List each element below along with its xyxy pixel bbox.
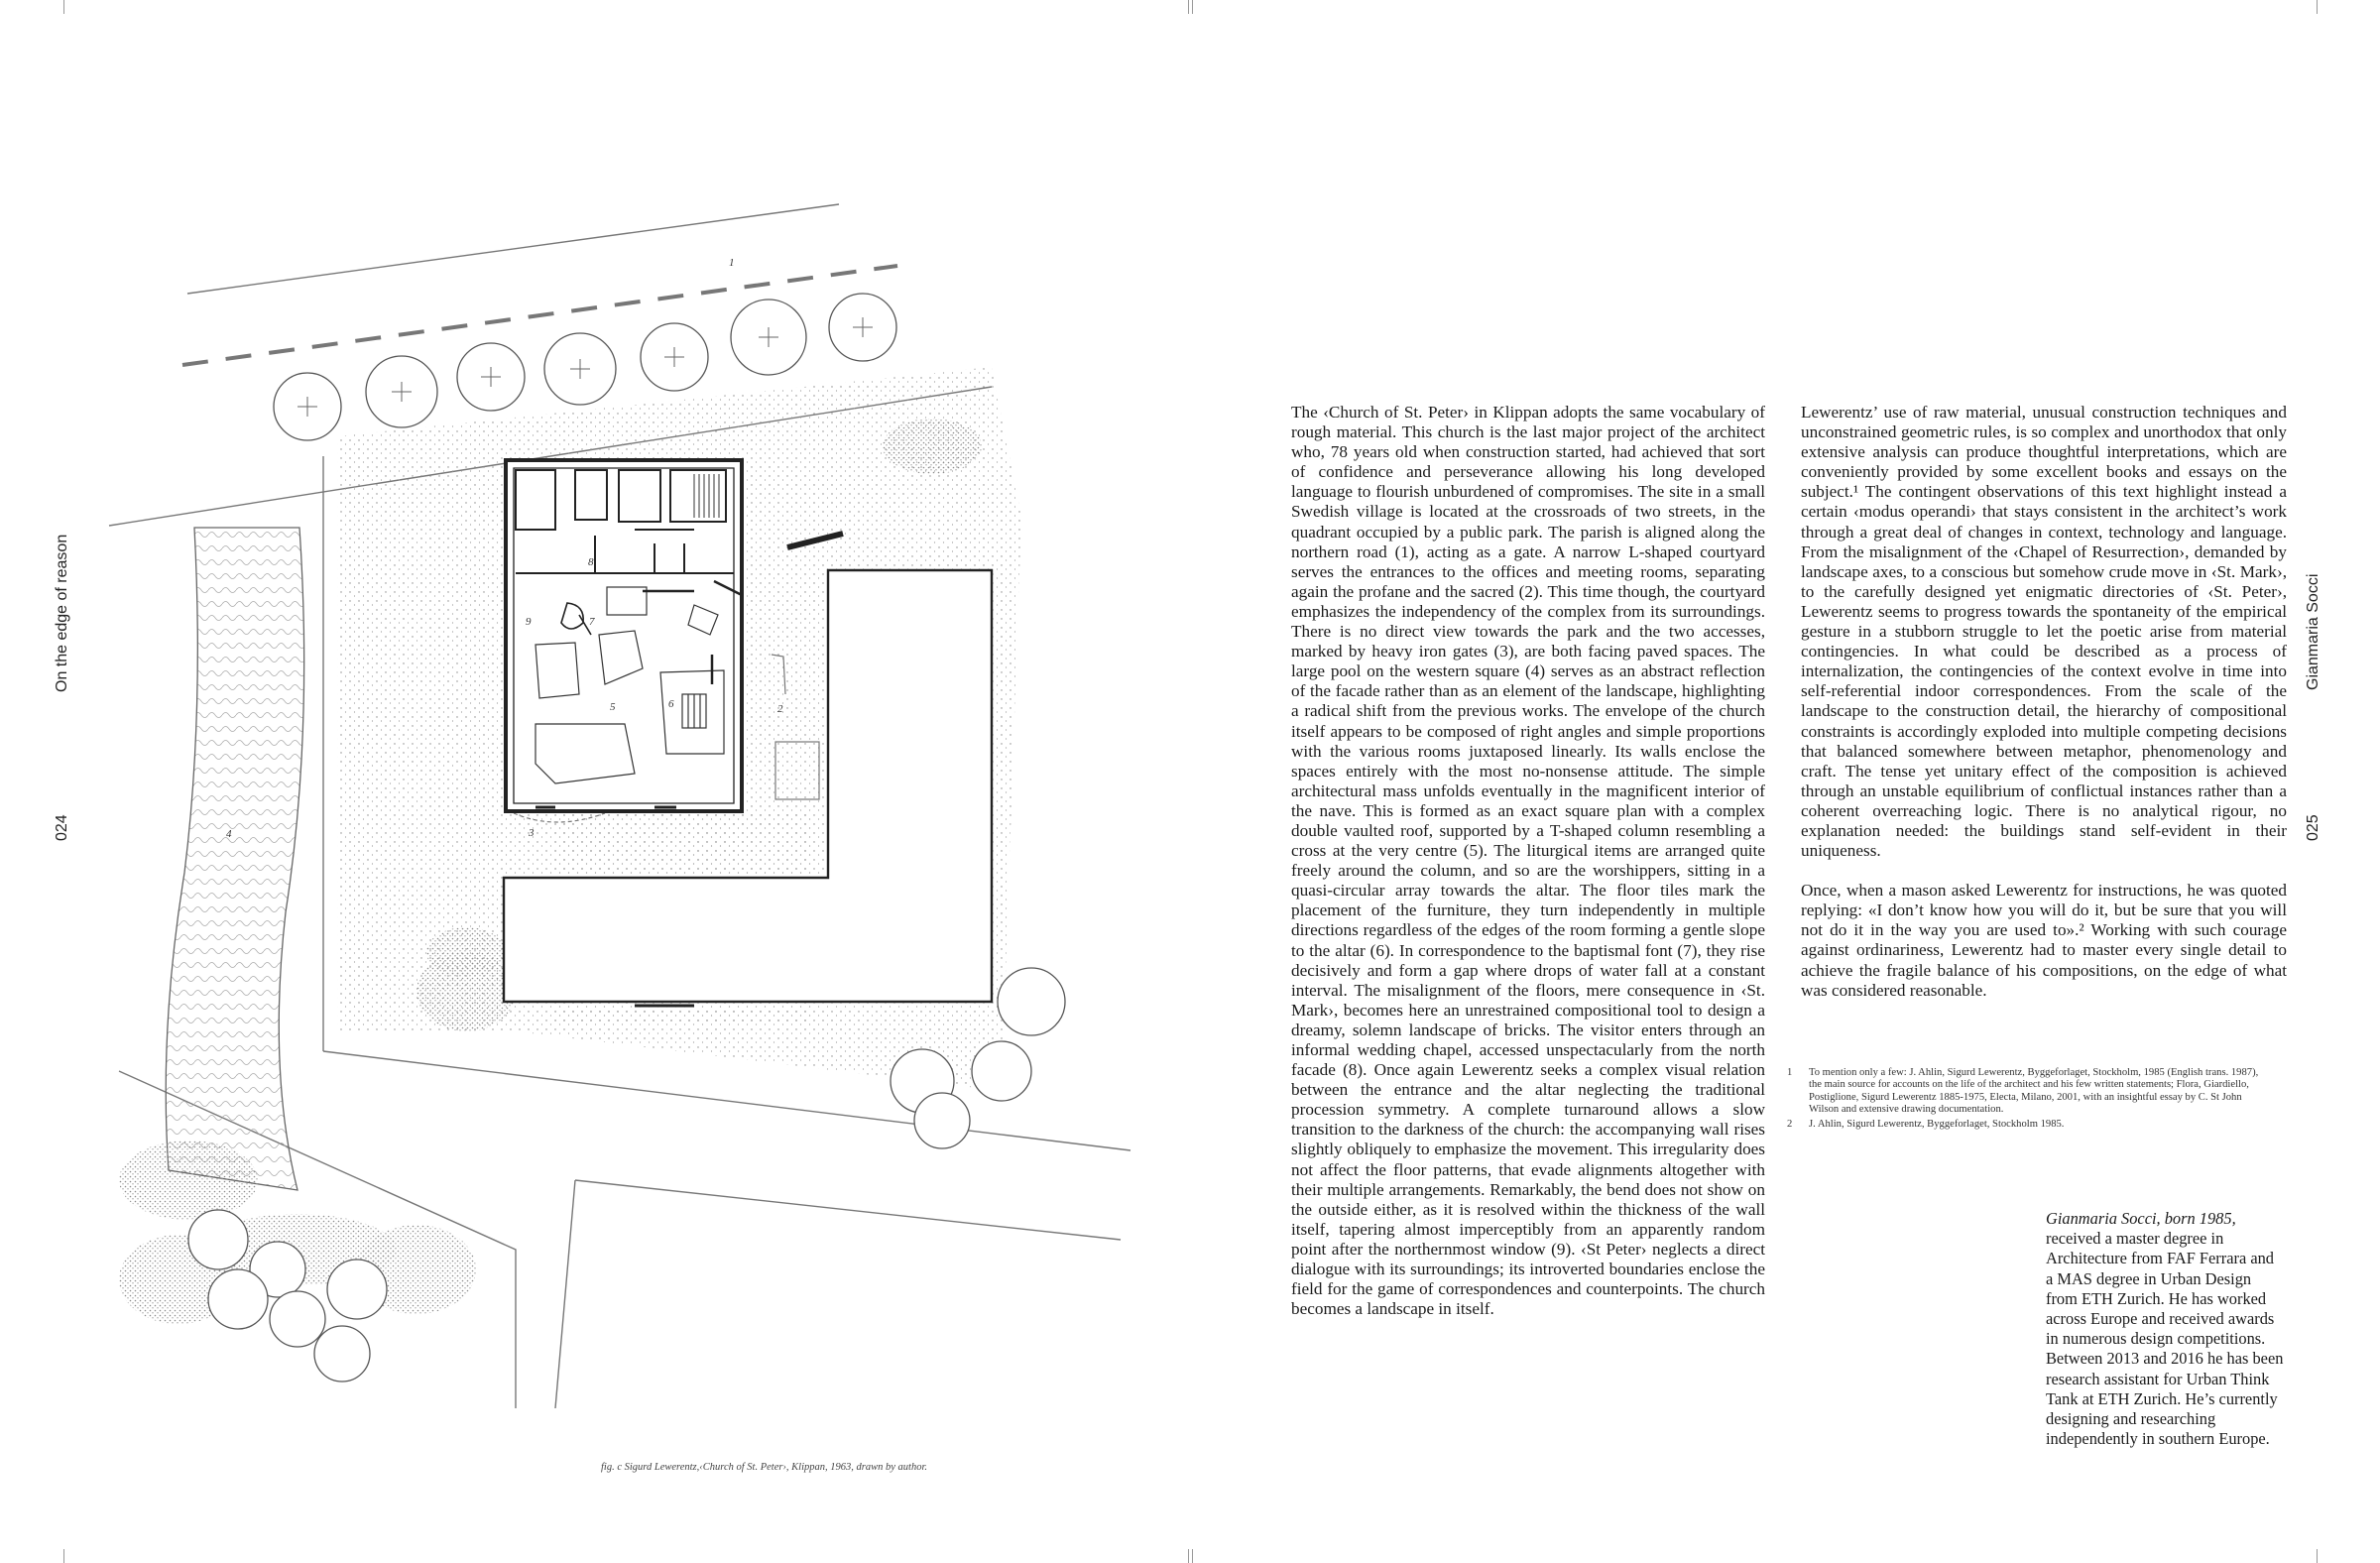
footnote-text: J. Ahlin, Sigurd Lewerentz, Byggeforlaget, Stockholm 1985. xyxy=(1809,1118,2065,1130)
author-name: Gianmaria Socci, born 1985, xyxy=(2046,1209,2236,1228)
footnote xyxy=(1787,1067,2273,1117)
paragraph: The ‹Church of St. Peter› in Klippan adopts the same vocabulary of rough material. This church is the last major project of the architect who, 78 years old when construction started, had achieved that sort of confidence and perseverance allowing his long developed language to flourish unburdened of compromises. The site in a small Swedish village is located at the crossroads of two streets, in the quadrant occupied by a public park. The parish is aligned along the northern road (1), acting as a gate. A narrow L-shaped courtyard serves the entrances to the offices and meeting rooms, separating again the profane and the sacred (2). This time though, the courtyard emphasizes the independency of the complex from its surroundings. There is no direct view towards the park and the two accesses, marked by heavy iron gates (3), are both facing paved spaces. The large pool on the western square (4) serves as an abstract reflection of the facade rather than as an element of the landscape, highlighting a radical shift from the previous works. The envelope of the church itself appears to be composed of right angles and simple proportions with the various rooms juxtaposed linearly. Its walls enclose the spaces entirely with the most no-nonsense attitude. The simple architectural mass unfolds eventually in the magnificent interior of the nave. This is formed as an exact square plan with a complex double vaulted roof, supported by a T-shaped column resembling a cross at the very centre (5). The liturgical items are arranged quite freely around the column, and so are the worshippers, sitting in a quasi-circular array towards the altar. The floor tiles mark the placement of the furniture, they turn independently in multiple directions regardless of the edges of the room forming a gentle slope to the altar (6). In correspondence to the baptismal font (7), they rise decisively and form a gap where drops of water fall at a constant interval. The misalignment of the floors, mere consequence in ‹St. Mark›, becomes here an unrestrained compositional tool to design a dreamy, solemn landscape of bricks. The visitor enters through an informal wedding chapel, accessed unspectacularly from the north facade (8). Once again Lewerentz seeks a complex visual relation between the entrance and the altar neglecting the traditional procession symmetry. A complete turnaround allows a slow transition to the darkness of the church: the accompanying wall rises slightly obliquely to emphasize the movement. This irregularity does not affect the floor patterns, that evade alignments altogether with their multiple arrangements. Remarkably, the bend does not show on the outside either, as it is resolved within the thickness of the wall itself, tapering almost imperceptibly from an apparently random point after the northernmost window (9). ‹St Peter› neglects a direct dialogue with its surroundings; its introverted boundaries enclose the field for the game of correspondences and counterpoints. The church becomes a landscape in itself. xyxy=(1291,403,1765,1319)
footnotes xyxy=(1787,1067,2273,1133)
paragraph: Lewerentz’ use of raw material, unusual construction techniques and unconstrained geometric rules, is so complex and unorthodox that only extensive analysis can produce thoughtful interpretations, which are conveniently provided by some excellent books and essays on the subject.¹ The contingent observations of this text highlight instead a certain ‹modus operandi› that stays consistent in the architect’s work through a great deal of changes in context, technology and language. From the misalignment of the ‹Chapel of Resurrection›, demanded by landscape axes, to a conscious but somehow crude move in ‹St. Mark›, to the carefully designed yet enigmatic directories of ‹St. Peter›, Lewerentz seems to progress towards the spontaneity of the empirical gesture in a stubborn struggle to let the poetic arise from material contingencies. In what could be described as a process of internalization, the contingencies of the context evolve in time into self-referential indoor correspondences. From the scale of the landscape to the construction detail, the hierarchy of compositional constraints is accordingly exploded into multiple competing decisions that balanced somewhere between metaphor, phenomenology and craft. The tense yet unitary effect of the composition is achieved through an unstable equilibrium of conflictual instances rather than a coherent overreaching logic. There is no analytical rigour, no explanation needed: the buildings stand self-evident in their uniqueness. xyxy=(1801,403,2287,861)
running-author-right: Gianmaria Socci xyxy=(2305,573,2321,690)
crop-mark-bottom-center-right xyxy=(1192,1549,1193,1563)
author-bio xyxy=(2046,1209,2284,1449)
plan-label-courtyard: 2 xyxy=(777,703,783,715)
body-column-2 xyxy=(1801,403,2287,1001)
plan-label-altar: 6 xyxy=(668,698,674,710)
plan-label-gate: 3 xyxy=(529,827,535,839)
figure-caption: fig. c Sigurd Lewerentz,‹Church of St. Peter›, Klippan, 1963, drawn by author. xyxy=(601,1462,927,1473)
paragraph: Once, when a mason asked Lewerentz for instructions, he was quoted replying: «I don’t know how you will do it, but be sure that you will not do it in the way you are used to».² Working with such courage against ordinariness, Lewerentz had to master every single detail to achieve the fragile balance of his compositions, on the edge of what was considered reasonable. xyxy=(1801,881,2287,1000)
western-pool xyxy=(166,528,303,1190)
body-column-1 xyxy=(1291,403,1765,1319)
plan-label-window: 9 xyxy=(526,616,532,628)
footnote-number: 2 xyxy=(1787,1118,1793,1130)
plan-label-road: 1 xyxy=(729,257,735,269)
footnote-number: 1 xyxy=(1787,1067,1793,1078)
author-bio-text: received a master degree in Architecture from FAF Ferrara and a MAS degree in Urban Design from ETH Zurich. He has worked across Europe and received awards in numerous design competitions. Between 2013 and 2016 he has been research assistant for Urban Think Tank at ETH Zurich. He’s currently designing and researching independently in southern Europe. xyxy=(2046,1229,2284,1449)
page-number-right: 025 xyxy=(2305,814,2321,841)
plan-label-pool: 4 xyxy=(226,828,232,840)
crop-mark-top-center-right xyxy=(1192,0,1193,14)
crop-mark-bottom-right xyxy=(2317,1549,2318,1563)
running-title-left: On the edge of reason xyxy=(54,534,70,692)
plan-label-column: 5 xyxy=(610,701,616,713)
plan-label-font: 7 xyxy=(589,616,595,628)
footnote xyxy=(1787,1119,2273,1131)
plan-label-north-facade: 8 xyxy=(588,556,594,568)
footnote-text: To mention only a few: J. Ahlin, Sigurd Lewerentz, Byggeforlaget, Stockholm, 1985 (English trans. 1987), the main source for accounts on the life of the architect and his few written statements; Flora, Giardiello, Postiglione, Sigurd Lewerentz 1885-1975, Electa, Milano, 2001, with an insightful essay by C. St John Wilson and extensive drawing documentation. xyxy=(1809,1067,2259,1116)
page-number-left: 024 xyxy=(54,814,70,841)
crop-mark-top-right xyxy=(2317,0,2318,14)
